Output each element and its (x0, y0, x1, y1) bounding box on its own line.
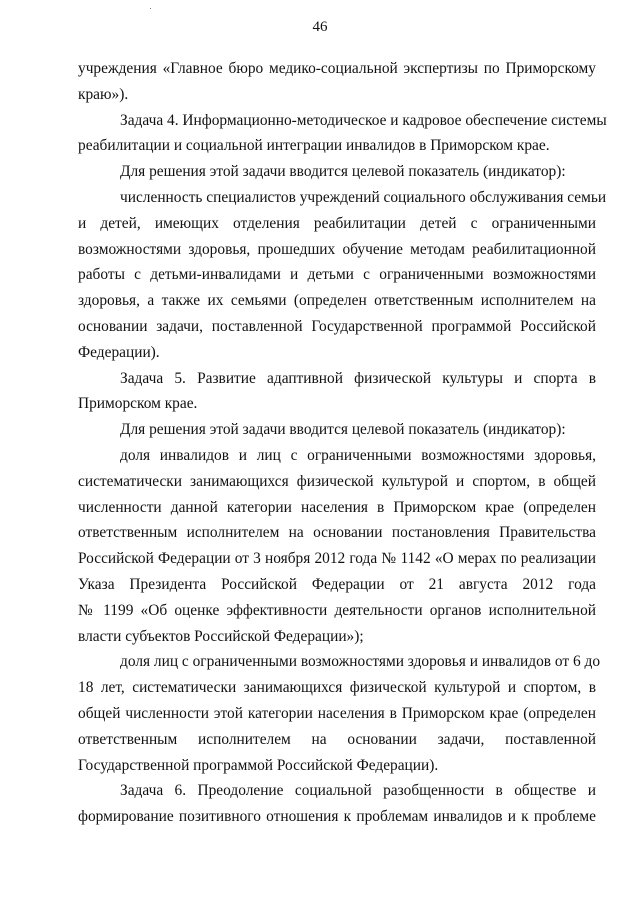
document-body (78, 56, 607, 830)
text-line: ответственным исполнителем на основании постановления Правительства (78, 524, 596, 542)
text-line: № 1199 «Об оценке эффективности деятельности органов исполнительной (78, 601, 596, 619)
text-line: доля лиц с ограниченными возможностями здоровья и инвалидов от 6 до (120, 653, 601, 671)
text-line: работы с детьми-инвалидами и детьми с ограниченными возможностями (78, 266, 596, 284)
text-line: ответственным исполнителем на основании задачи, поставленной (78, 730, 596, 748)
text-line: формирование позитивного отношения к проблемам инвалидов и к проблеме (78, 808, 596, 826)
text-line: Задача 6. Преодоление социальной разобщенности в обществе и (120, 782, 596, 800)
text-line: Задача 4. Информационно-методическое и кадровое обеспечение системы (120, 111, 607, 129)
page-number: 46 (312, 19, 328, 35)
text-line: Приморском крае. (78, 395, 198, 413)
text-line: доля инвалидов и лиц с ограниченными возможностями здоровья, (120, 446, 596, 464)
text-line: власти субъектов Российской Федерации»); (78, 627, 364, 645)
text-line: реабилитации и социальной интеграции инвалидов в Приморском крае. (78, 137, 550, 155)
text-line: основании задачи, поставленной Государственной программой Российской (78, 317, 596, 335)
text-line: численность специалистов учреждений социального обслуживания семьи (120, 188, 607, 206)
text-line: Для решения этой задачи вводится целевой показатель (индикатор): (120, 163, 566, 181)
text-line: Федерации). (78, 343, 160, 361)
text-line: численности данной категории населения в Приморском крае (определен (78, 498, 596, 516)
text-line: общей численности этой категории населения в Приморском крае (определен (78, 704, 596, 722)
text-line: здоровья, а также их семьями (определен ответственным исполнителем на (78, 292, 596, 310)
text-line: Государственной программой Российской Федерации). (78, 756, 439, 774)
text-line: Российской Федерации от 3 ноября 2012 года № 1142 «О мерах по реализации (78, 550, 596, 568)
text-line: краю»). (78, 85, 129, 103)
text-line: Для решения этой задачи вводится целевой показатель (индикатор): (120, 421, 566, 439)
text-line: и детей, имеющих отделения реабилитации детей с ограниченными (78, 214, 596, 232)
scan-speck (150, 8, 151, 9)
text-line: 18 лет, систематически занимающихся физической культурой и спортом, в (78, 679, 596, 697)
text-line: систематически занимающихся физической культурой и спортом, в общей (78, 472, 596, 490)
text-line: Указа Президента Российской Федерации от 21 августа 2012 года (78, 575, 596, 593)
text-line: учреждения «Главное бюро медико-социальной экспертизы по Приморскому (78, 60, 596, 77)
text-line: Задача 5. Развитие адаптивной физической культуры и спорта в (120, 369, 596, 387)
text-line: возможностями здоровья, прошедших обучение методам реабилитационной (78, 240, 596, 258)
